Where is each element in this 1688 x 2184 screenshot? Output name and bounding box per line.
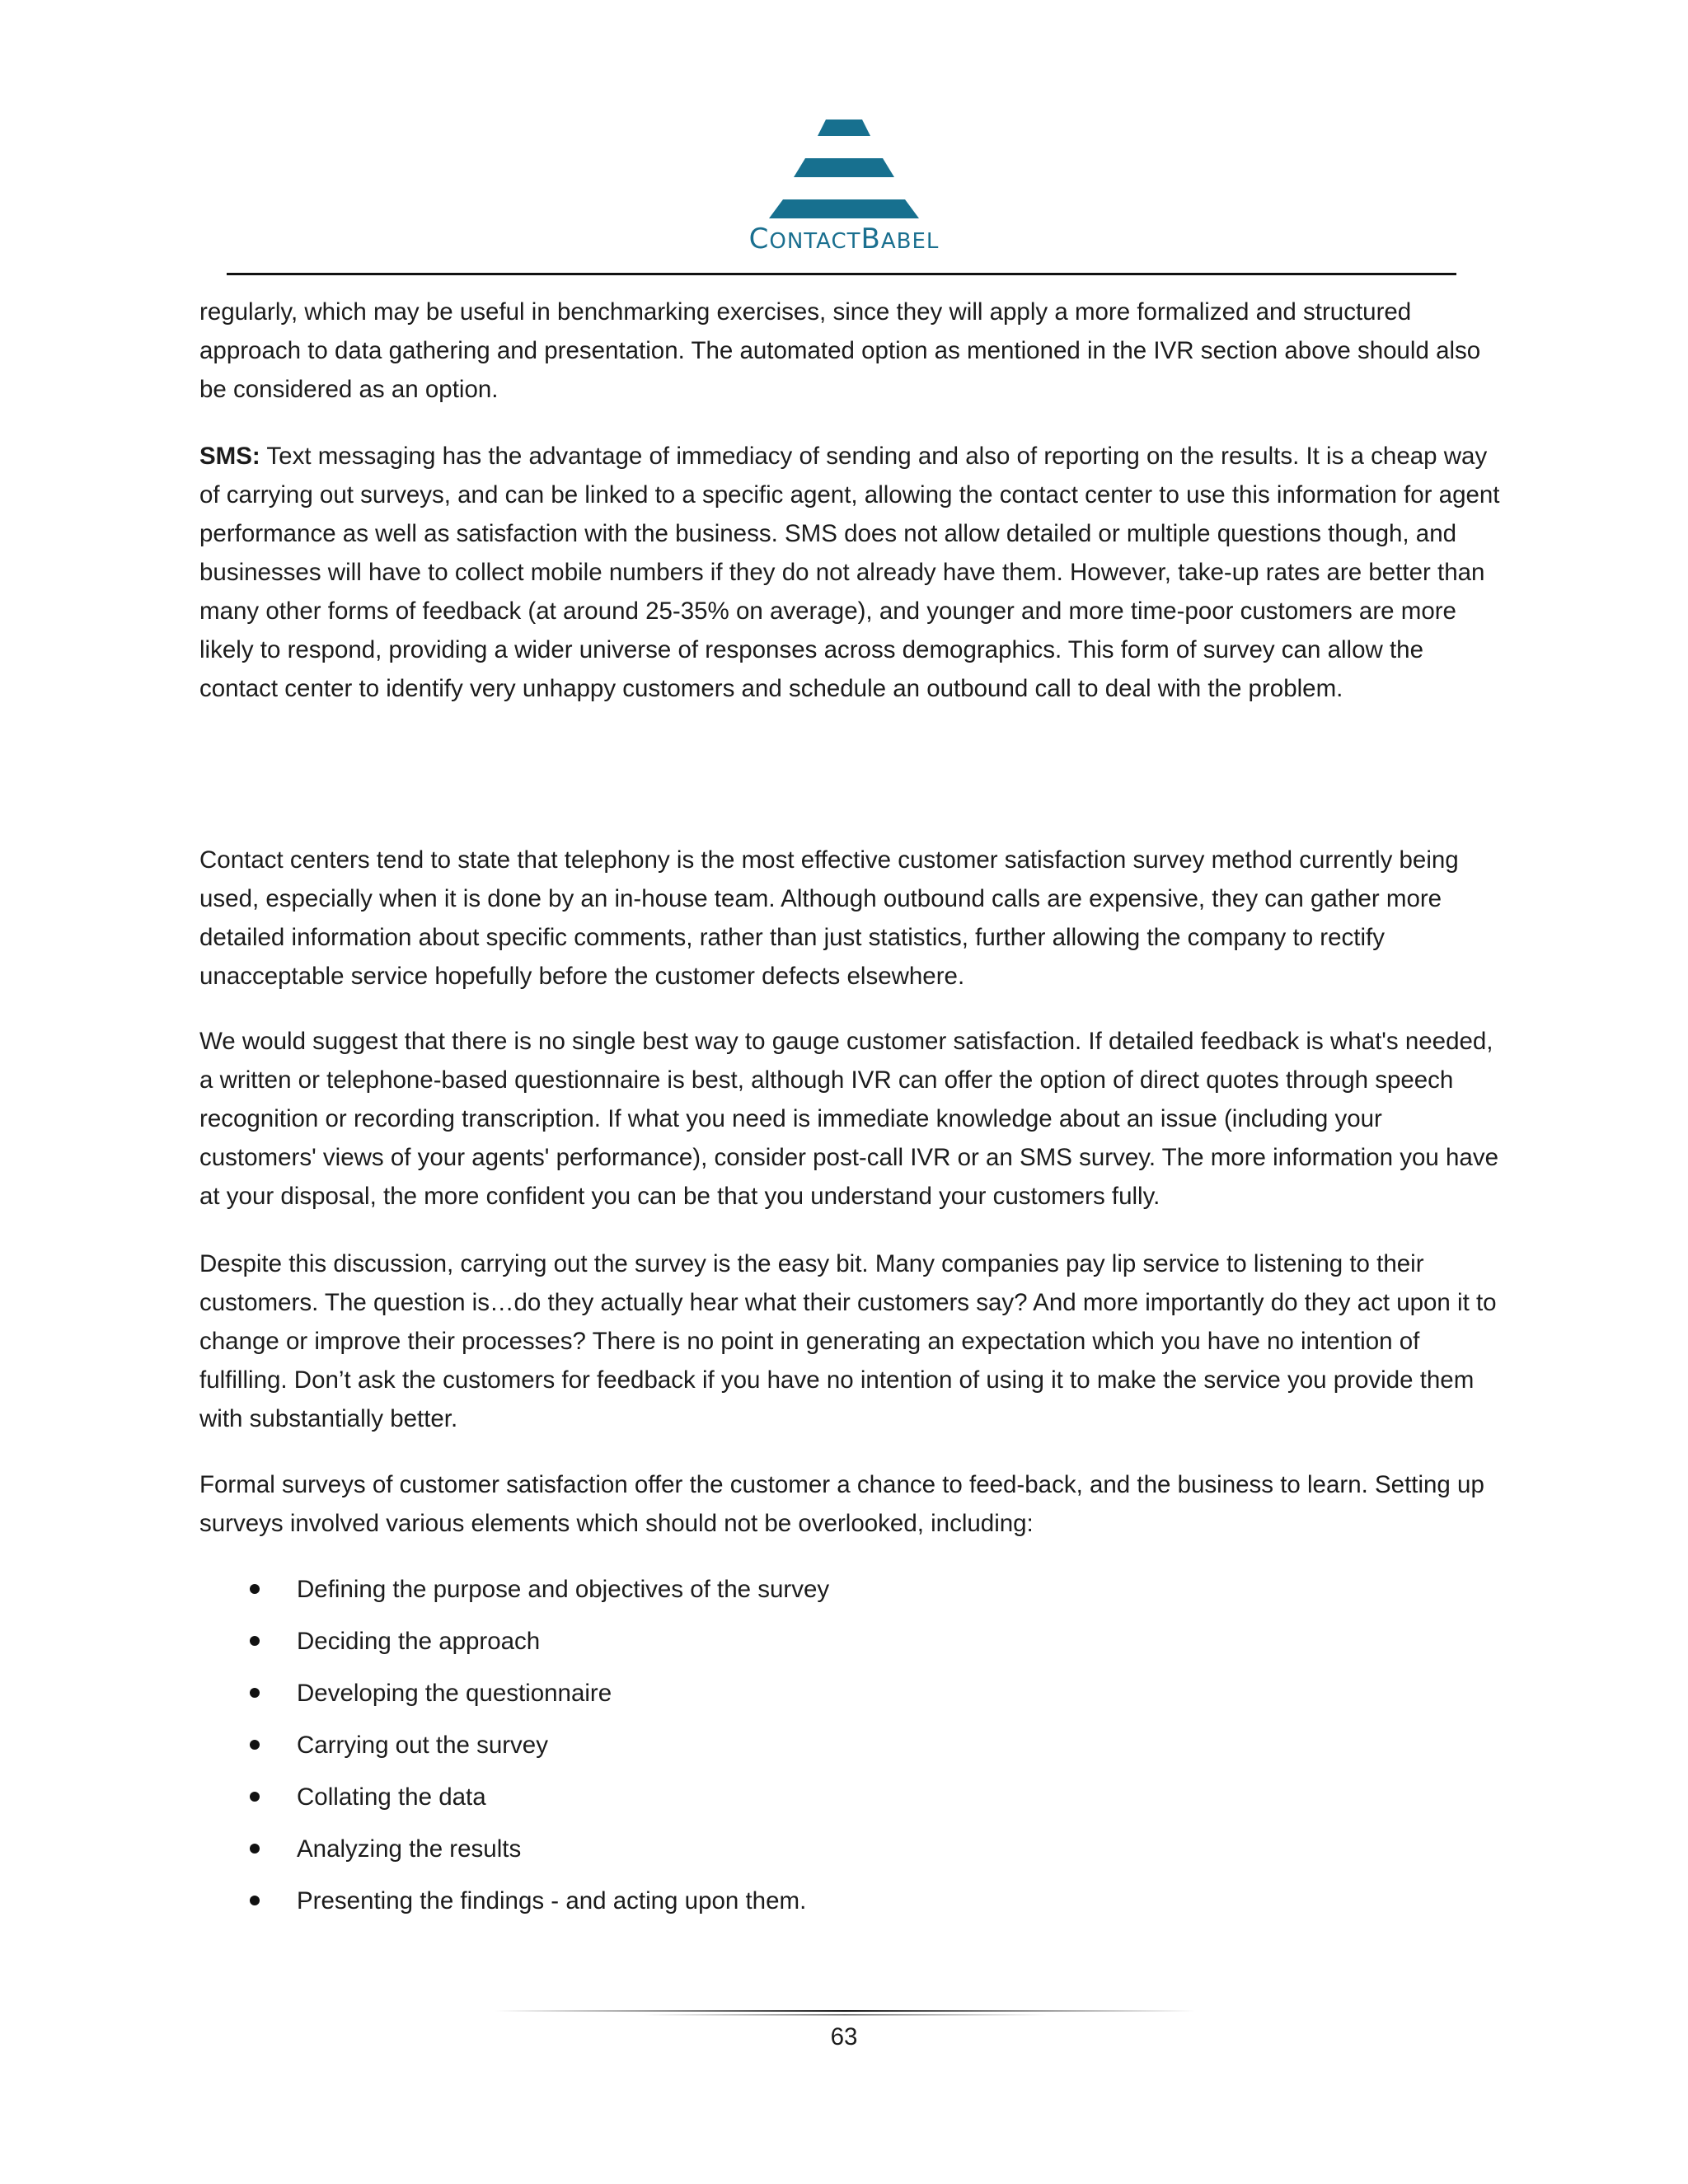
survey-steps-list [199, 1570, 1436, 1933]
logo-pyramid-top [818, 120, 870, 136]
bullet-icon [250, 1792, 260, 1802]
bullet-icon [250, 1584, 260, 1594]
list-item: Deciding the approach [199, 1622, 1436, 1674]
page-number: 63 [830, 2023, 858, 2050]
list-item: Carrying out the survey [199, 1726, 1436, 1778]
logo-wordmark: CONTACTBABEL [748, 223, 940, 255]
sms-text: Text messaging has the advantage of immediacy of sending and also of reporting on the results. It is a cheap way of carrying out surveys, and can be linked to a specific agent, allowing the contact center to use this information for agent performance as well as satisfaction with the business. SMS does not allow detailed or multiple questions though, and businesses will have to collect mobile numbers if they do not already have them. However, take-up rates are better than many other forms of feedback (at around 25-35% on average), and younger and more time-poor customers are more likely to respond, providing a wider universe of responses across demographics. This form of survey can allow the contact center to identify very unhappy customers and schedule an outbound call to deal with the problem. [199, 443, 1500, 702]
bullet-icon [250, 1896, 260, 1905]
list-item: Collating the data [199, 1778, 1436, 1830]
list-item: Presenting the findings - and acting upon them. [199, 1882, 1436, 1933]
paragraph-formal-surveys: Formal surveys of customer satisfaction offer the customer a chance to feed-back, and the business to learn. Setting up surveys involved various elements which should not be overlooked, including: [199, 1471, 1484, 1537]
sms-label: SMS: [199, 443, 260, 470]
list-item: Defining the purpose and objectives of the survey [199, 1570, 1436, 1622]
paragraph-telephony: Contact centers tend to state that telephony is the most effective customer satisfaction survey method currently being used, especially when it is done by an in-house team. Although outbound calls are expensive, they can gather more detailed information about specific comments, rather than just statistics, further allowing the company to rectify unacceptable service hopefully before the customer defects elsewhere. [199, 846, 1459, 990]
footer-divider [495, 2007, 1195, 2018]
header-divider [227, 273, 1456, 275]
bullet-icon [250, 1740, 260, 1750]
paragraph-continued-intro: regularly, which may be useful in benchmarking exercises, since they will apply a more formalized and structured approach to data gathering and presentation. The automated option as mentioned in the IVR section above should also be considered as an option. [199, 298, 1481, 403]
bullet-icon [250, 1844, 260, 1854]
paragraph-easy-bit: Despite this discussion, carrying out the survey is the easy bit. Many companies pay lip service to listening to their customers. The question is…do they actually hear what their customers say? And more importantly do they act upon it to change or improve their processes? There is no point in generating an expectation which you have no intention of fulfilling. Don’t ask the customers for feedback if you have no intention of using it to make the service you provide them with substantially better. [199, 1250, 1497, 1432]
list-item: Developing the questionnaire [199, 1674, 1436, 1726]
bullet-icon [250, 1636, 260, 1646]
paragraph-best-way: We would suggest that there is no single best way to gauge customer satisfaction. If detailed feedback is what's needed, a written or telephone-based questionnaire is best, although IVR can offer the option of direct quotes through speech recognition or recording transcription. If what you need is immediate knowledge about an issue (including your customers' views of your agents' performance), consider post-call IVR or an SMS survey. The more information you have at your disposal, the more confident you can be that you understand your customers fully. [199, 1028, 1498, 1210]
logo-pyramid-bottom [769, 199, 919, 218]
logo-pyramid-middle [794, 158, 894, 177]
list-item: Analyzing the results [199, 1830, 1436, 1882]
bullet-icon [250, 1688, 260, 1698]
paragraph-sms [199, 437, 1502, 708]
